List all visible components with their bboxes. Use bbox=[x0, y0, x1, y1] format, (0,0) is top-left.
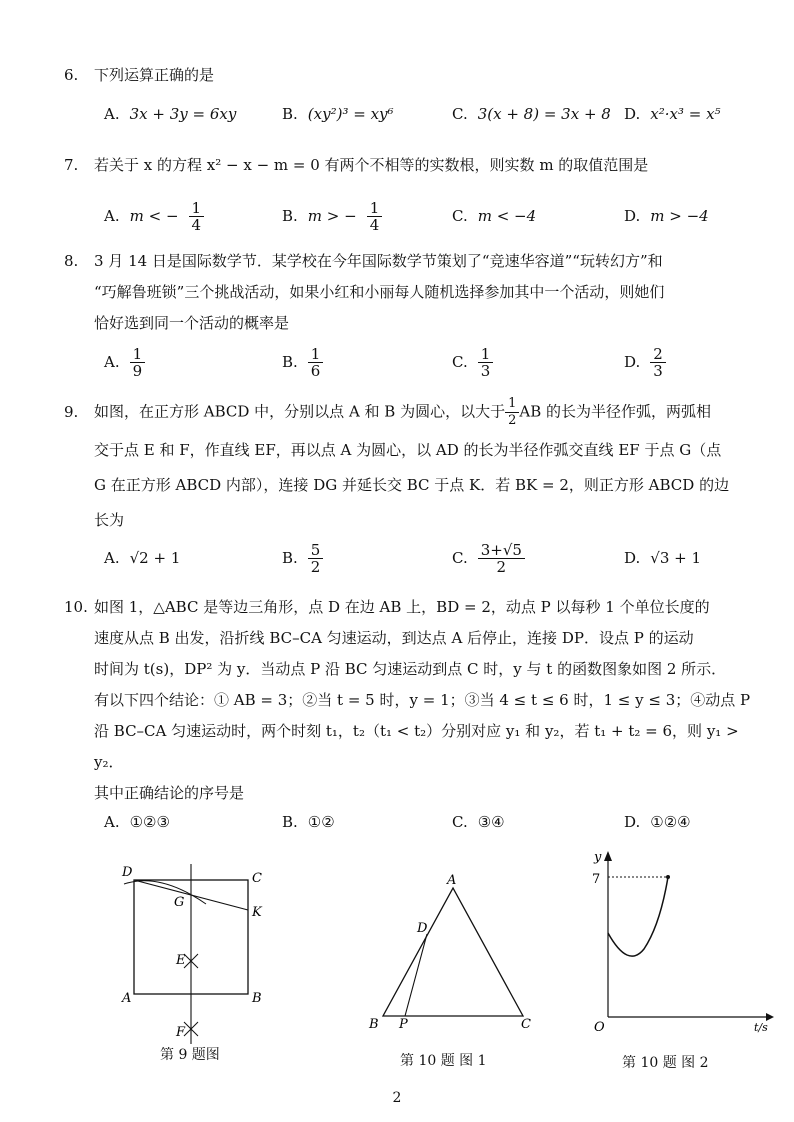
option-label: C. bbox=[452, 207, 468, 225]
label-f: F bbox=[176, 1025, 186, 1040]
question-stem: 若关于 x 的方程 x² − x − m = 0 有两个不相等的实数根，则实数 m 的取值范围是 bbox=[94, 156, 649, 174]
option-label: C. bbox=[452, 813, 468, 831]
option-a[interactable] bbox=[104, 94, 236, 134]
figure-10-1-caption: 第 10 题 图 1 bbox=[400, 1053, 487, 1069]
option-label: A. bbox=[104, 105, 120, 123]
fraction bbox=[650, 346, 666, 379]
fraction bbox=[130, 346, 146, 379]
option-d[interactable] bbox=[624, 342, 666, 382]
option-a[interactable] bbox=[104, 802, 170, 842]
option-b[interactable] bbox=[282, 342, 323, 382]
question-8 bbox=[64, 246, 770, 339]
page-number: 2 bbox=[392, 1090, 402, 1106]
option-text: √2 + 1 bbox=[129, 549, 181, 567]
option-label: C. bbox=[452, 353, 468, 371]
denominator: 3 bbox=[653, 361, 663, 380]
question-line: 时间为 t(s)，DP² 为 y．当动点 P 沿 BC 匀速运动到点 C 时，y 与 t 的函数图象如图 2 所示． bbox=[94, 660, 727, 678]
option-text: m > − bbox=[307, 207, 357, 225]
fraction bbox=[478, 542, 525, 575]
denominator: 9 bbox=[132, 361, 143, 380]
option-text: m > −4 bbox=[650, 207, 709, 225]
question-9 bbox=[64, 396, 770, 536]
numerator: 1 bbox=[130, 346, 146, 363]
option-b[interactable] bbox=[282, 538, 323, 578]
fraction bbox=[189, 200, 205, 233]
fraction bbox=[367, 200, 383, 233]
option-text: m < −4 bbox=[477, 207, 537, 225]
label-c: C bbox=[521, 1017, 531, 1032]
function-curve bbox=[608, 877, 668, 956]
option-label: C. bbox=[452, 105, 468, 123]
option-c[interactable] bbox=[452, 802, 505, 842]
question-line: 速度从点 B 出发，沿折线 BC–CA 匀速运动，到达点 A 后停止，连接 DP．设点 P 的运动 bbox=[94, 629, 694, 647]
option-label: D. bbox=[624, 549, 641, 567]
option-label: A. bbox=[104, 207, 120, 225]
denominator: 4 bbox=[369, 215, 380, 234]
option-text: √3 + 1 bbox=[650, 549, 702, 567]
option-label: A. bbox=[104, 549, 120, 567]
fraction bbox=[308, 542, 324, 575]
option-text: x²·x³ = x⁵ bbox=[650, 105, 721, 123]
numerator: 5 bbox=[308, 542, 324, 559]
denominator: 4 bbox=[191, 215, 202, 234]
question-line: 长为 bbox=[94, 511, 125, 529]
question-number: 9. bbox=[64, 402, 79, 421]
option-label: D. bbox=[624, 207, 641, 225]
option-text: ①②④ bbox=[650, 813, 691, 831]
option-a[interactable] bbox=[104, 342, 145, 382]
option-label: D. bbox=[624, 105, 641, 123]
question-number: 7. bbox=[64, 156, 79, 174]
option-d[interactable] bbox=[624, 538, 701, 578]
option-c[interactable] bbox=[452, 94, 611, 134]
numerator: 1 bbox=[308, 346, 324, 363]
option-a[interactable] bbox=[104, 196, 204, 236]
option-b[interactable] bbox=[282, 196, 382, 236]
label-t: t/s bbox=[754, 1021, 768, 1034]
label-e: E bbox=[176, 953, 186, 968]
numerator: 1 bbox=[189, 200, 205, 217]
triangle-abc bbox=[383, 888, 523, 1016]
question-line: 恰好选到同一个活动的概率是 bbox=[94, 314, 290, 332]
option-text: ①② bbox=[307, 813, 335, 831]
q9-options bbox=[104, 538, 764, 578]
question-line: 3 月 14 日是国际数学节．某学校在今年国际数学节策划了“竞速华容道”“玩转幻方”和 bbox=[94, 252, 663, 270]
figure-9-diagram bbox=[110, 860, 270, 1045]
question-stem: 下列运算正确的是 bbox=[94, 66, 215, 84]
option-text: (xy²)³ = xy⁶ bbox=[307, 105, 394, 123]
option-b[interactable] bbox=[282, 94, 394, 134]
label-g: G bbox=[174, 895, 185, 910]
option-c[interactable] bbox=[452, 342, 493, 382]
option-label: B. bbox=[282, 353, 298, 371]
question-number: 8. bbox=[64, 252, 79, 270]
figure-10-2-caption: 第 10 题 图 2 bbox=[622, 1055, 709, 1071]
curve-endpoint bbox=[666, 875, 670, 879]
option-c[interactable] bbox=[452, 538, 525, 578]
option-text: 3x + 3y = 6xy bbox=[129, 105, 237, 123]
fraction bbox=[505, 396, 519, 429]
q6-options bbox=[104, 94, 764, 134]
question-number: 10. bbox=[64, 598, 88, 616]
denominator: 2 bbox=[310, 557, 321, 576]
label-b: B bbox=[369, 1017, 379, 1032]
label-a: A bbox=[447, 873, 457, 888]
option-label: D. bbox=[624, 353, 641, 371]
label-y: y bbox=[594, 850, 602, 865]
denominator: 2 bbox=[496, 557, 507, 576]
label-origin: O bbox=[594, 1020, 605, 1035]
question-line: AB 的长为半径作弧，两弧相 bbox=[519, 402, 712, 421]
fraction bbox=[478, 346, 494, 379]
option-label: B. bbox=[282, 813, 298, 831]
question-line: 如图 1，△ABC 是等边三角形，点 D 在边 AB 上，BD = 2，动点 P 以每秒 1 个单位长度的 bbox=[94, 598, 710, 616]
x-axis-arrow bbox=[766, 1013, 774, 1021]
question-number: 6. bbox=[64, 66, 79, 84]
q8-options bbox=[104, 342, 764, 382]
question-line: 交于点 E 和 F，作直线 EF，再以点 A 为圆心，以 AD 的长为半径作弧交直线 EF 于点 G（点 bbox=[94, 441, 722, 459]
label-d: D bbox=[122, 865, 133, 880]
figure-10-1-diagram bbox=[365, 870, 540, 1035]
option-text: ③④ bbox=[477, 813, 505, 831]
question-line: 如图，在正方形 ABCD 中，分别以点 A 和 B 为圆心，以大于 bbox=[94, 402, 506, 421]
numerator: 1 bbox=[478, 346, 494, 363]
label-c: C bbox=[252, 871, 262, 886]
option-label: B. bbox=[282, 105, 298, 123]
numerator: 2 bbox=[650, 346, 666, 363]
option-label: D. bbox=[624, 813, 641, 831]
label-d: D bbox=[417, 921, 428, 936]
label-a: A bbox=[122, 991, 132, 1006]
question-line: 有以下四个结论：① AB = 3；②当 t = 5 时，y = 1；③当 4 ≤ t ≤ 6 时，1 ≤ y ≤ 3；④动点 P bbox=[94, 691, 751, 709]
numerator: 1 bbox=[367, 200, 383, 217]
denominator: 6 bbox=[310, 361, 321, 380]
option-label: A. bbox=[104, 353, 120, 371]
option-d[interactable] bbox=[624, 94, 721, 134]
label-b: B bbox=[252, 991, 262, 1006]
figure-9-caption: 第 9 题图 bbox=[160, 1047, 220, 1063]
segment-dp bbox=[405, 934, 427, 1016]
question-7 bbox=[64, 150, 770, 181]
question-line: “巧解鲁班锁”三个挑战活动，如果小红和小丽每人随机选择参加其中一个活动，则她们 bbox=[94, 283, 665, 301]
question-6 bbox=[64, 60, 770, 91]
option-text: ①②③ bbox=[129, 813, 170, 831]
arc-ad bbox=[124, 881, 206, 904]
option-a[interactable] bbox=[104, 538, 180, 578]
option-label: B. bbox=[282, 549, 298, 567]
fraction bbox=[308, 346, 324, 379]
denominator: 2 bbox=[508, 413, 517, 428]
option-label: B. bbox=[282, 207, 298, 225]
y-axis-arrow bbox=[604, 851, 612, 861]
option-d[interactable] bbox=[624, 802, 691, 842]
label-7: 7 bbox=[592, 872, 601, 887]
option-text: 3(x + 8) = 3x + 8 bbox=[477, 105, 611, 123]
q10-options bbox=[104, 802, 764, 842]
label-p: P bbox=[399, 1017, 408, 1032]
numerator: 1 bbox=[505, 396, 519, 413]
question-line: 沿 BC–CA 匀速运动时，两个时刻 t₁，t₂（t₁ < t₂）分别对应 y₁ 和 y₂，若 t₁ + t₂ = 6，则 y₁ > y₂． bbox=[94, 722, 739, 771]
question-10 bbox=[64, 592, 770, 809]
denominator: 3 bbox=[480, 361, 491, 380]
numerator: 3+√5 bbox=[478, 542, 525, 559]
q7-options bbox=[104, 196, 764, 236]
label-k: K bbox=[252, 905, 262, 920]
option-label: A. bbox=[104, 813, 120, 831]
option-d[interactable] bbox=[624, 196, 709, 236]
question-line: 其中正确结论的序号是 bbox=[94, 784, 245, 802]
option-label: C. bbox=[452, 549, 468, 567]
option-b[interactable] bbox=[282, 802, 335, 842]
option-c[interactable] bbox=[452, 196, 536, 236]
question-line: G 在正方形 ABCD 内部），连接 DG 并延长交 BC 于点 K．若 BK = 2，则正方形 ABCD 的边 bbox=[94, 476, 730, 494]
option-text: m < − bbox=[129, 207, 179, 225]
figure-10-2-graph bbox=[570, 845, 775, 1045]
